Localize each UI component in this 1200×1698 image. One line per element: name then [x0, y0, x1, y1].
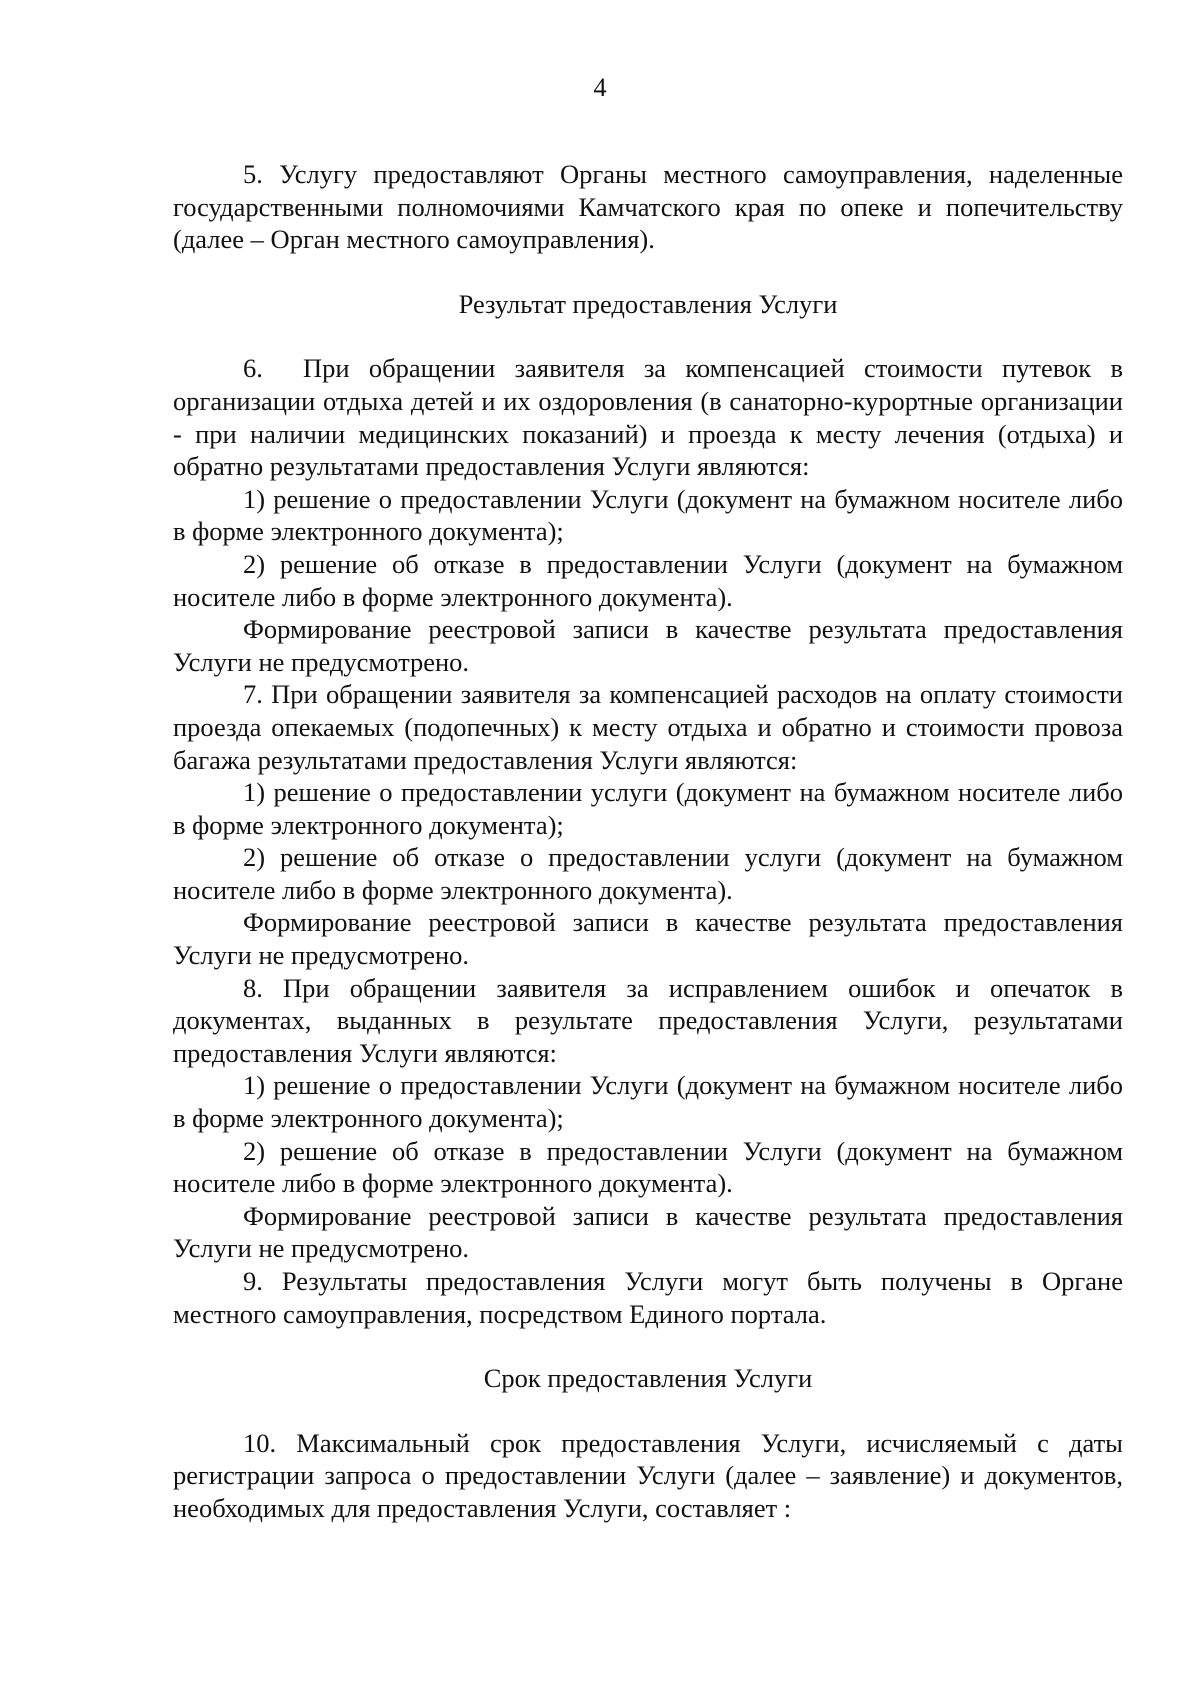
section-heading-result: Результат предоставления Услуги: [458, 288, 838, 319]
paragraph-7: 7. При обращении заявителя за компенсацией расходов на оплату стоимости проезда опекаемых (подопечных) к месту отдыха и обратно и стоимости провоза багажа результатами предоставления Услуги являются:: [173, 679, 1123, 775]
paragraph-6-text: При обращении заявителя за компенсацией стоимости путевок в организации отдыха детей и их оздоровления (в санаторно-курортные организации - при наличии медицинских показаний) и проезда к месту лечения (отдыха) и обратно результатами предоставления Услуги являются:: [173, 353, 1123, 482]
paragraph-8: 8. При обращении заявителя за исправлением ошибок и опечаток в документах, выданных в результате предоставления Услуги, результатами предоставления Услуги являются:: [173, 972, 1123, 1068]
paragraph-10: 10. Максимальный срок предоставления Услуги, исчисляемый с даты регистрации запроса о предоставлении Услуги (далее – заявление) и документов, необходимых для предоставления Услуги, составляет :: [173, 1427, 1123, 1523]
paragraph-9: 9. Результаты предоставления Услуги могут быть получены в Органе местного самоуправления, посредством Единого портала.: [173, 1266, 1123, 1329]
paragraph-7-item-1: 1) решение о предоставлении услуги (документ на бумажном носителе либо в форме электронного документа);: [173, 777, 1123, 840]
section-heading-term: Срок предоставления Услуги: [483, 1363, 813, 1394]
document-body: [173, 158, 1123, 1525]
paragraph-8-item-1: 1) решение о предоставлении Услуги (документ на бумажном носителе либо в форме электронного документа);: [173, 1070, 1123, 1134]
paragraph-8-item-2: 2) решение об отказе в предоставлении Услуги (документ на бумажном носителе либо в форме электронного документа).: [173, 1135, 1123, 1199]
page-number: 4: [593, 73, 607, 102]
paragraph-5: 5. Услугу предоставляют Органы местного самоуправления, наделенные государственными полномочиями Камчатского края по опеке и попечительству (далее – Орган местного самоуправления).: [173, 159, 1123, 255]
paragraph-6-number: 6.: [243, 353, 263, 384]
paragraph-6-item-1: 1) решение о предоставлении Услуги (документ на бумажном носителе либо в форме электронного документа);: [173, 483, 1123, 547]
paragraph-6-item-2: 2) решение об отказе в предоставлении Услуги (документ на бумажном носителе либо в форме электронного документа).: [173, 548, 1123, 612]
paragraph-7-item-2: 2) решение об отказе о предоставлении услуги (документ на бумажном носителе либо в форме электронного документа).: [173, 842, 1123, 905]
paragraph-7-registry-note: Формирование реестровой записи в качестве результата предоставления Услуги не предусмотрено.: [173, 907, 1123, 971]
paragraph-6: [173, 352, 1123, 482]
paragraph-8-registry-note: Формирование реестровой записи в качестве результата предоставления Услуги не предусмотрено.: [173, 1200, 1123, 1264]
paragraph-6-registry-note: Формирование реестровой записи в качестве результата предоставления Услуги не предусмотрено.: [173, 614, 1123, 677]
